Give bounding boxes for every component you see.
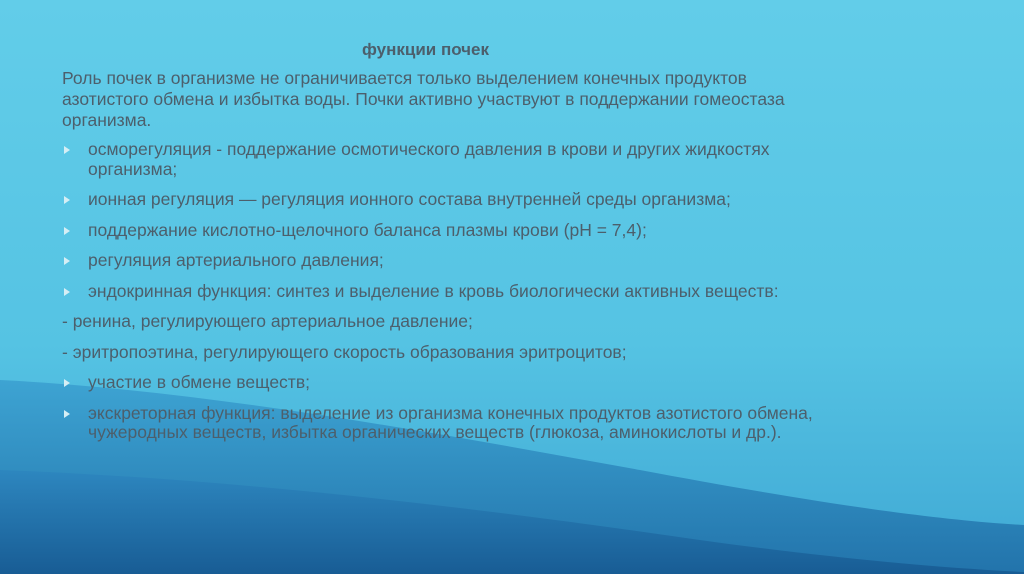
list-item-text: - эритропоэтина, регулирующего скорость образования эритроцитов; <box>62 341 627 362</box>
sub-list-item <box>62 312 842 332</box>
list-item <box>62 140 842 179</box>
slide-title: функции почек <box>362 40 490 59</box>
triangle-bullet-icon <box>64 257 70 265</box>
list-item-text: экскреторная функция: выделение из организма конечных продуктов азотистого обмена, чужеродных веществ, избытка органических веществ (глюкоза, аминокислоты и др.). <box>88 402 813 442</box>
list-item-text: ионная регуляция — регуляция ионного состава внутренней среды организма; <box>88 189 731 209</box>
list-item-text: - ренина, регулирующего артериальное давление; <box>62 311 473 331</box>
triangle-bullet-icon <box>64 288 70 296</box>
list-item <box>62 282 842 302</box>
list-item <box>62 373 842 393</box>
list-item-text: регуляция артериального давления; <box>88 250 384 270</box>
triangle-bullet-icon <box>64 146 70 154</box>
list-item-text: осморегуляция - поддержание осмотического давления в крови и других жидкостях организма; <box>88 139 770 179</box>
triangle-bullet-icon <box>64 379 70 387</box>
function-list <box>62 140 842 454</box>
sub-list-item <box>62 343 842 363</box>
list-item <box>62 404 842 443</box>
triangle-bullet-icon <box>64 410 70 418</box>
list-item <box>62 251 842 271</box>
list-item-text: поддержание кислотно-щелочного баланса плазмы крови (pH = 7,4); <box>88 219 647 240</box>
list-item-text: эндокринная функция: синтез и выделение в кровь биологически активных веществ: <box>88 280 779 301</box>
triangle-bullet-icon <box>64 227 70 235</box>
intro-paragraph: Роль почек в организме не ограничивается только выделением конечных продуктов азотистого обмена и избытка воды. Почки активно участвуют в поддержании гомеостаза организма. <box>62 68 785 130</box>
list-item-text: участие в обмене веществ; <box>88 372 310 392</box>
triangle-bullet-icon <box>64 196 70 204</box>
list-item <box>62 221 842 241</box>
list-item <box>62 190 842 210</box>
